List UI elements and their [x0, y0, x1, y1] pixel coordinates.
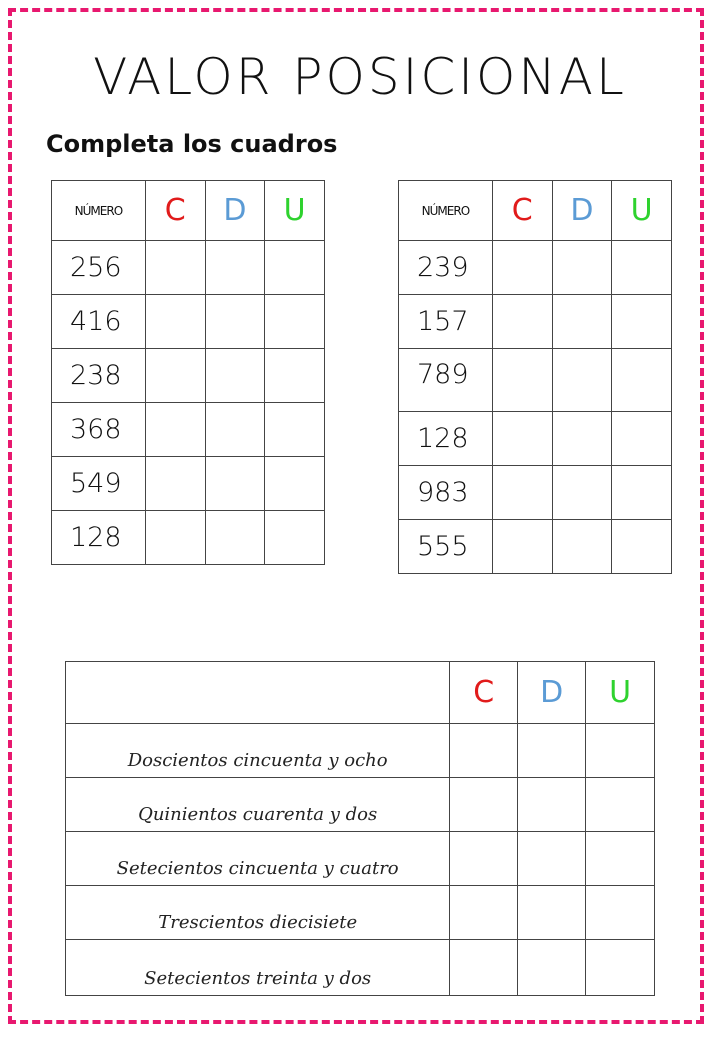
- phrase-cell: Quinientos cuarenta y dos: [66, 778, 450, 832]
- phrase-cell: Setecientos cincuenta y cuatro: [66, 832, 450, 886]
- table-row: [399, 466, 672, 520]
- number-cell: 128: [399, 412, 493, 466]
- header-u: U: [265, 181, 325, 241]
- c-answer-cell[interactable]: [450, 832, 518, 886]
- table-row: [66, 940, 655, 996]
- c-answer-cell[interactable]: [450, 886, 518, 940]
- phrase-cell: Doscientos cincuenta y ocho: [66, 724, 450, 778]
- u-answer-cell[interactable]: [265, 241, 325, 295]
- u-answer-cell[interactable]: [265, 403, 325, 457]
- u-answer-cell[interactable]: [612, 466, 672, 520]
- d-answer-cell[interactable]: [518, 724, 586, 778]
- d-answer-cell[interactable]: [205, 241, 265, 295]
- table-row: [52, 349, 325, 403]
- u-answer-cell[interactable]: [612, 349, 672, 412]
- u-answer-cell[interactable]: [265, 511, 325, 565]
- table-row: [52, 511, 325, 565]
- u-answer-cell[interactable]: [586, 724, 655, 778]
- d-answer-cell[interactable]: [205, 403, 265, 457]
- header-blank: [66, 662, 450, 724]
- c-answer-cell[interactable]: [145, 511, 205, 565]
- table-row: [52, 457, 325, 511]
- table-row: [66, 778, 655, 832]
- d-answer-cell[interactable]: [552, 412, 612, 466]
- number-cell: 368: [52, 403, 146, 457]
- d-answer-cell[interactable]: [552, 295, 612, 349]
- c-answer-cell[interactable]: [145, 241, 205, 295]
- u-answer-cell[interactable]: [586, 778, 655, 832]
- header-u: U: [612, 181, 672, 241]
- phrase-cell: Setecientos treinta y dos: [66, 940, 450, 996]
- d-answer-cell[interactable]: [205, 295, 265, 349]
- u-answer-cell[interactable]: [612, 241, 672, 295]
- instructions: Completa los cuadros: [46, 130, 338, 158]
- phrase-cell: Trescientos diecisiete: [66, 886, 450, 940]
- u-answer-cell[interactable]: [265, 349, 325, 403]
- table-left: [51, 180, 325, 565]
- c-answer-cell[interactable]: [145, 403, 205, 457]
- c-answer-cell[interactable]: [492, 520, 552, 574]
- u-answer-cell[interactable]: [265, 457, 325, 511]
- table-row: [399, 241, 672, 295]
- c-answer-cell[interactable]: [492, 295, 552, 349]
- u-answer-cell[interactable]: [586, 886, 655, 940]
- c-answer-cell[interactable]: [145, 349, 205, 403]
- d-answer-cell[interactable]: [518, 940, 586, 996]
- number-cell: 416: [52, 295, 146, 349]
- number-cell: 983: [399, 466, 493, 520]
- u-answer-cell[interactable]: [612, 520, 672, 574]
- number-cell: 256: [52, 241, 146, 295]
- d-answer-cell[interactable]: [518, 778, 586, 832]
- d-answer-cell[interactable]: [518, 832, 586, 886]
- table-row: [66, 724, 655, 778]
- c-answer-cell[interactable]: [145, 295, 205, 349]
- u-answer-cell[interactable]: [612, 412, 672, 466]
- c-answer-cell[interactable]: [492, 466, 552, 520]
- c-answer-cell[interactable]: [492, 412, 552, 466]
- table-row: [66, 832, 655, 886]
- d-answer-cell[interactable]: [552, 466, 612, 520]
- number-cell: 789: [399, 349, 493, 412]
- header-d: D: [518, 662, 586, 724]
- header-u: U: [586, 662, 655, 724]
- u-answer-cell[interactable]: [612, 295, 672, 349]
- number-cell: 157: [399, 295, 493, 349]
- table-row: [52, 295, 325, 349]
- header-c: C: [145, 181, 205, 241]
- header-c: C: [492, 181, 552, 241]
- u-answer-cell[interactable]: [265, 295, 325, 349]
- number-cell: 238: [52, 349, 146, 403]
- c-answer-cell[interactable]: [450, 940, 518, 996]
- u-answer-cell[interactable]: [586, 832, 655, 886]
- u-answer-cell[interactable]: [586, 940, 655, 996]
- table-row: [399, 520, 672, 574]
- table-row: [52, 403, 325, 457]
- c-answer-cell[interactable]: [450, 778, 518, 832]
- c-answer-cell[interactable]: [145, 457, 205, 511]
- table-row: [399, 295, 672, 349]
- number-cell: 239: [399, 241, 493, 295]
- d-answer-cell[interactable]: [552, 349, 612, 412]
- header-d: D: [552, 181, 612, 241]
- d-answer-cell[interactable]: [552, 241, 612, 295]
- table-row: [66, 886, 655, 940]
- c-answer-cell[interactable]: [450, 724, 518, 778]
- table-row: [399, 412, 672, 466]
- header-c: C: [450, 662, 518, 724]
- table-row: [52, 241, 325, 295]
- d-answer-cell[interactable]: [205, 457, 265, 511]
- table-row: [399, 349, 672, 412]
- d-answer-cell[interactable]: [205, 511, 265, 565]
- header-d: D: [205, 181, 265, 241]
- c-answer-cell[interactable]: [492, 241, 552, 295]
- d-answer-cell[interactable]: [552, 520, 612, 574]
- c-answer-cell[interactable]: [492, 349, 552, 412]
- d-answer-cell[interactable]: [205, 349, 265, 403]
- header-numero: NÚMERO: [399, 181, 493, 241]
- number-cell: 555: [399, 520, 493, 574]
- header-numero: NÚMERO: [52, 181, 146, 241]
- table-words: [65, 661, 655, 996]
- page-title: VALOR POSICIONAL: [93, 48, 627, 106]
- number-cell: 128: [52, 511, 146, 565]
- table-right: [398, 180, 672, 574]
- d-answer-cell[interactable]: [518, 886, 586, 940]
- number-cell: 549: [52, 457, 146, 511]
